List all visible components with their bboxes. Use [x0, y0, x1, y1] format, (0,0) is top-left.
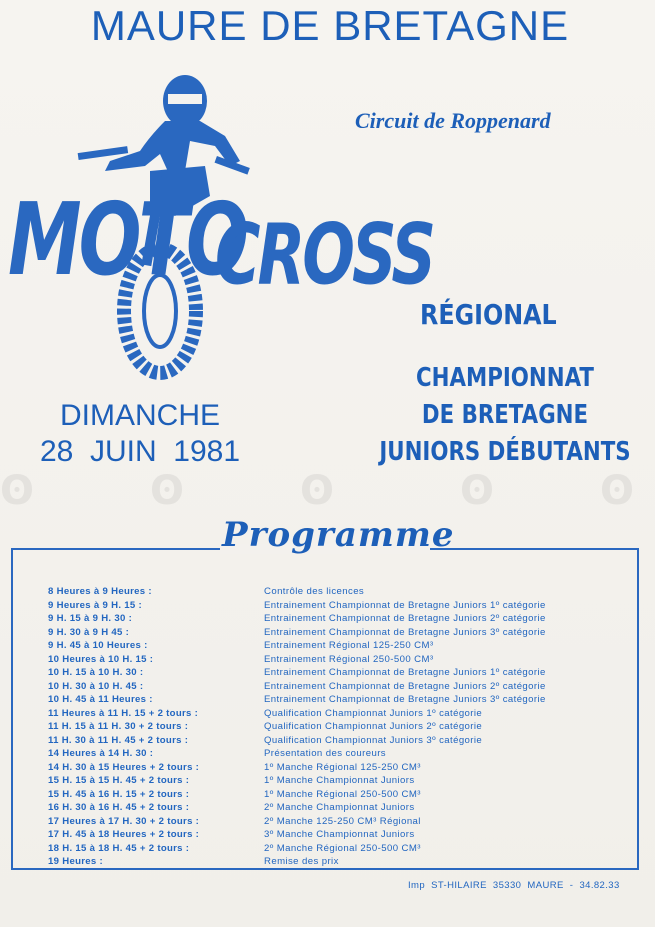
watermark-stamp: ʘ: [0, 468, 35, 514]
championship-line: DE BRETAGNE: [421, 400, 589, 430]
row-time: 10 H. 30 à 10 H. 45 :: [48, 680, 144, 692]
row-event: Entrainement Championnat de Bretagne Juniors 1º catégorie: [264, 667, 546, 678]
row-event: Entrainement Régional 125-250 CM³: [264, 640, 434, 651]
row-event: Entrainement Championnat de Bretagne Juniors 2º catégorie: [264, 680, 546, 692]
programme-row: [20, 708, 640, 722]
row-time: 17 H. 45 à 18 Heures + 2 tours :: [48, 829, 200, 840]
printer-imprint: Imp ST-HILAIRE 35330 MAURE - 34.82.33: [408, 880, 620, 891]
row-event: 3º Manche Championnat Juniors: [264, 829, 415, 840]
programme-row: [20, 775, 640, 789]
programme-row: [20, 613, 640, 627]
programme-row: [20, 667, 640, 681]
logo-word-cross: CROSS: [215, 205, 434, 304]
programme-row: [20, 654, 640, 668]
programme-row: [20, 762, 640, 776]
programme-row: [20, 627, 640, 641]
row-time: 17 Heures à 17 H. 30 + 2 tours :: [48, 815, 200, 827]
programme-row: [20, 640, 640, 654]
row-event: Entrainement Championnat de Bretagne Juniors 3º catégorie: [264, 694, 546, 705]
row-time: 9 H. 45 à 10 Heures :: [48, 640, 148, 651]
row-time: 10 H. 15 à 10 H. 30 :: [48, 667, 144, 678]
row-event: 1º Manche Régional 250-500 CM³: [264, 788, 421, 800]
watermark-stamp: ʘ: [150, 468, 185, 514]
programme-row: [20, 843, 640, 857]
row-event: Qualification Championnat Juniors 1º catégorie: [264, 707, 483, 719]
row-event: Entrainement Championnat de Bretagne Juniors 2º catégorie: [264, 613, 546, 624]
row-event: 2º Manche Régional 250-500 CM³: [264, 842, 421, 854]
row-time: 14 Heures à 14 H. 30 :: [48, 748, 154, 759]
event-date-text: 28 JUIN 1981: [39, 435, 241, 468]
row-event: 1º Manche Championnat Juniors: [264, 775, 415, 786]
row-time: 18 H. 15 à 18 H. 45 + 2 tours :: [48, 842, 190, 854]
programme-list: [20, 586, 640, 870]
watermark-stamp: ʘ: [300, 468, 335, 514]
row-event: Présentation des coureurs: [264, 748, 386, 759]
programme-row: [20, 802, 640, 816]
row-event: Qualification Championnat Juniors 3º catégorie: [264, 734, 483, 746]
row-event: Entrainement Championnat de Bretagne Juniors 1º catégorie: [264, 599, 546, 611]
row-event: Remise des prix: [264, 856, 339, 867]
row-event: Qualification Championnat Juniors 2º catégorie: [264, 721, 483, 732]
row-time: 11 Heures à 11 H. 15 + 2 tours :: [48, 707, 199, 719]
row-event: Contrôle des licences: [264, 586, 365, 597]
watermark-stamp: ʘ: [600, 468, 635, 514]
row-time: 9 H. 15 à 9 H. 30 :: [48, 613, 133, 624]
programme-row: [20, 856, 640, 870]
row-time: 9 H. 30 à 9 H 45 :: [48, 626, 130, 638]
event-day: DIMANCHE: [59, 399, 220, 432]
row-time: 10 H. 45 à 11 Heures :: [48, 694, 153, 705]
row-event: Entrainement Championnat de Bretagne Juniors 3º catégorie: [264, 626, 546, 638]
row-time: 10 Heures à 10 H. 15 :: [48, 653, 154, 665]
row-time: 15 H. 15 à 15 H. 45 + 2 tours :: [48, 775, 190, 786]
row-time: 19 Heures :: [48, 856, 104, 867]
programme-row: [20, 816, 640, 830]
programme-row: [20, 694, 640, 708]
programme-row: [20, 681, 640, 695]
page-title: MAURE DE BRETAGNE: [90, 2, 570, 49]
row-time: 15 H. 45 à 16 H. 15 + 2 tours :: [48, 788, 190, 800]
programme-row: [20, 829, 640, 843]
row-event: 1º Manche Régional 125-250 CM³: [264, 761, 421, 773]
championship-line: CHAMPIONNAT: [416, 363, 594, 393]
logo-word-moto: MOTO: [8, 182, 246, 299]
programme-row: [20, 586, 640, 600]
row-time: 9 Heures à 9 H. 15 :: [48, 599, 142, 611]
row-time: 16 H. 30 à 16 H. 45 + 2 tours :: [48, 802, 190, 813]
watermark-stamp: ʘ: [460, 468, 495, 514]
programme-row: [20, 748, 640, 762]
row-time: 11 H. 30 à 11 H. 45 + 2 tours :: [48, 734, 189, 746]
row-event: 2º Manche Championnat Juniors: [264, 802, 415, 813]
row-time: 11 H. 15 à 11 H. 30 + 2 tours :: [48, 721, 189, 732]
programme-row: [20, 721, 640, 735]
championship-line: JUNIORS DÉBUTANTS: [379, 437, 631, 467]
event-level: RÉGIONAL: [420, 298, 557, 331]
event-date: [10, 398, 270, 470]
programme-title: Programme: [222, 515, 455, 555]
programme-row: [20, 789, 640, 803]
championship-title: [374, 360, 636, 471]
programme-row: [20, 735, 640, 749]
row-event: Entrainement Régional 250-500 CM³: [264, 653, 434, 665]
row-time: 8 Heures à 9 Heures :: [48, 586, 152, 597]
programme-row: [20, 600, 640, 614]
circuit-name: Circuit de Roppenard: [355, 108, 551, 133]
row-time: 14 H. 30 à 15 Heures + 2 tours :: [48, 761, 200, 773]
row-event: 2º Manche 125-250 CM³ Régional: [264, 815, 421, 827]
